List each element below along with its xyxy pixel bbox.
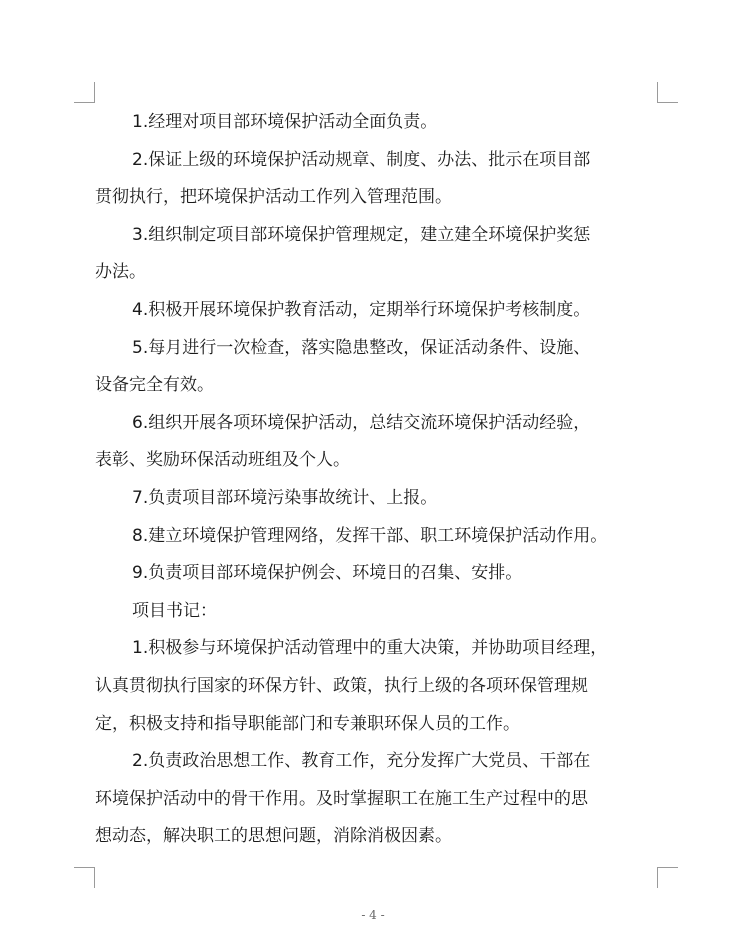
paragraph-line: 办法。 — [95, 262, 146, 283]
paragraph-line: 9.负责项目部环境保护例会、环境日的召集、安排。 — [132, 563, 523, 584]
paragraph-manager-8 — [95, 518, 660, 556]
paragraph-line: 3.组织制定项目部环境保护管理规定，建立建全环境保护奖惩 — [132, 224, 591, 245]
paragraph-line: 认真贯彻执行国家的环保方针、政策，执行上级的各项环保管理规 — [95, 675, 588, 696]
paragraph-line: 环境保护活动中的骨干作用。及时掌握职工在施工生产过程中的思 — [95, 788, 588, 809]
paragraph-secretary-2 — [95, 743, 660, 856]
paragraph-line: 4.积极开展环境保护教育活动，定期举行环境保护考核制度。 — [132, 299, 591, 320]
paragraph-secretary-1 — [95, 630, 660, 743]
paragraph-line: 设备完全有效。 — [95, 375, 214, 396]
paragraph-manager-2 — [95, 142, 660, 217]
page-corner-mark-bottom-right — [657, 867, 678, 888]
paragraph-manager-1 — [95, 104, 660, 142]
paragraph-line: 贯彻执行，把环境保护活动工作列入管理范围。 — [95, 187, 452, 208]
paragraph-line: 想动态，解决职工的思想问题，消除消极因素。 — [95, 826, 452, 847]
paragraph-manager-4 — [95, 292, 660, 330]
paragraph-manager-3 — [95, 217, 660, 292]
paragraph-line: 8.建立环境保护管理网络，发挥干部、职工环境保护活动作用。 — [132, 525, 608, 546]
paragraph-manager-7 — [95, 480, 660, 518]
page-corner-mark-top-right — [657, 82, 678, 103]
paragraph-line: 1.积极参与环境保护活动管理中的重大决策，并协助项目经理， — [132, 638, 608, 659]
paragraph-line: 2.负责政治思想工作、教育工作，充分发挥广大党员、干部在 — [132, 751, 591, 772]
paragraph-manager-9 — [95, 555, 660, 593]
page-number: - 4 - — [361, 908, 385, 922]
page-corner-mark-bottom-left — [74, 867, 95, 888]
page-corner-mark-top-left — [74, 82, 95, 103]
document-body — [95, 104, 660, 856]
paragraph-manager-6 — [95, 405, 660, 480]
paragraph-line: 表彰、奖励环保活动班组及个人。 — [95, 450, 350, 471]
paragraph-line: 6.组织开展各项环境保护活动，总结交流环境保护活动经验， — [132, 412, 591, 433]
paragraph-line: 1.经理对项目部环境保护活动全面负责。 — [132, 112, 438, 132]
paragraph-line: 7.负责项目部环境污染事故统计、上报。 — [132, 487, 438, 508]
paragraph-line: 定，积极支持和指导职能部门和专兼职环保人员的工作。 — [95, 713, 520, 734]
section-heading: 项目书记： — [132, 600, 217, 621]
paragraph-manager-5 — [95, 330, 660, 405]
paragraph-line: 5.每月进行一次检查，落实隐患整改，保证活动条件、设施、 — [132, 337, 591, 358]
section-heading-project-secretary — [95, 593, 660, 631]
paragraph-line: 2.保证上级的环境保护活动规章、制度、办法、批示在项目部 — [132, 149, 591, 170]
